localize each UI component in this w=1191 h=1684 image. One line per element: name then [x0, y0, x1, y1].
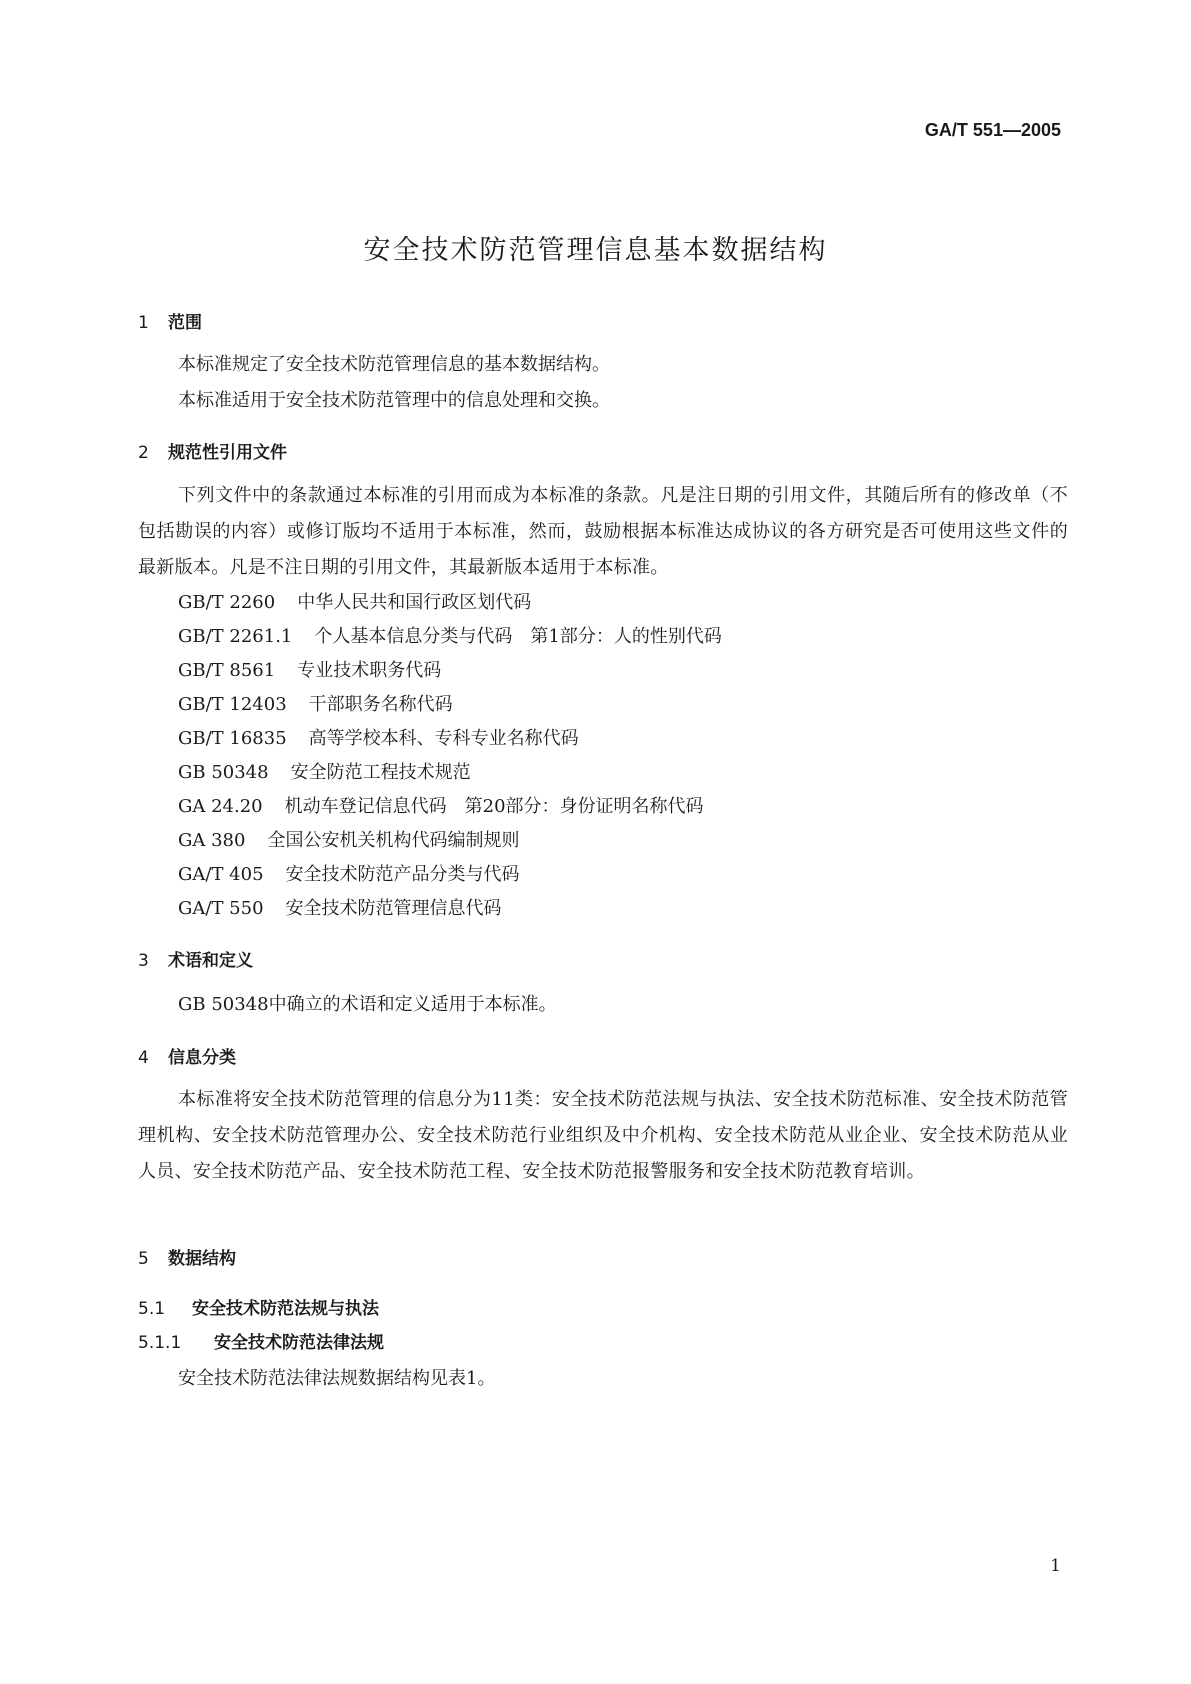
reference-code: GB/T 2261.1	[178, 626, 293, 647]
section-title: 安全技术防范法规与执法	[192, 1299, 379, 1319]
reference-name: 安全技术防范产品分类与代码	[285, 864, 520, 885]
section-number: 1	[138, 313, 149, 333]
reference-item	[178, 894, 502, 920]
section-title: 规范性引用文件	[168, 443, 287, 463]
reference-code: GB/T 12403	[178, 694, 287, 715]
section-number: 5.1	[138, 1299, 166, 1319]
section-number: 5.1.1	[138, 1333, 182, 1353]
reference-name: 安全技术防范管理信息代码	[285, 898, 502, 919]
section-2-heading	[138, 438, 287, 463]
reference-item	[178, 758, 471, 784]
section-title: 数据结构	[168, 1249, 236, 1269]
reference-code: GB/T 8561	[178, 660, 276, 681]
reference-name: 机动车登记信息代码 第20部分：身份证明名称代码	[284, 796, 704, 817]
page-number: 1	[1050, 1556, 1061, 1576]
reference-code: GB/T 16835	[178, 728, 287, 749]
reference-code: GA 380	[178, 830, 246, 851]
reference-name: 高等学校本科、专科专业名称代码	[308, 728, 579, 749]
paragraph: 安全技术防范法律法规数据结构见表1。	[178, 1368, 496, 1389]
reference-item	[178, 690, 453, 716]
section-5-heading	[138, 1244, 236, 1269]
subsection-heading	[138, 1328, 384, 1353]
reference-code: GB/T 2260	[178, 592, 276, 613]
section-title: 范围	[168, 313, 202, 333]
reference-item	[178, 792, 704, 818]
reference-name: 中华人民共和国行政区划代码	[297, 592, 532, 613]
paragraph: 本标准将安全技术防范管理的信息分为11类：安全技术防范法规与执法、安全技术防范标准、安全技术防范管理机构、安全技术防范管理办公、安全技术防范行业组织及中介机构、安全技术防范从业企业、安全技术防范从业人员、安全技术防范产品、安全技术防范工程、安全技术防范报警服务和安全技术防范教育培训。	[138, 1089, 1068, 1182]
standard-code: GA/T 551—2005	[924, 120, 1061, 140]
section-title: 术语和定义	[168, 951, 253, 971]
reference-item	[178, 588, 531, 614]
reference-name: 干部职务名称代码	[308, 694, 453, 715]
paragraph: GB 50348中确立的术语和定义适用于本标准。	[178, 994, 557, 1015]
paragraph: 本标准适用于安全技术防范管理中的信息处理和交换。	[178, 390, 610, 411]
section-number: 4	[138, 1048, 149, 1068]
reference-code: GA 24.20	[178, 796, 263, 817]
reference-code: GB 50348	[178, 762, 269, 783]
reference-name: 专业技术职务代码	[297, 660, 442, 681]
section-3-heading	[138, 946, 253, 971]
section-number: 5	[138, 1249, 149, 1269]
section-number: 3	[138, 951, 149, 971]
reference-item	[178, 724, 579, 750]
reference-item	[178, 860, 520, 886]
reference-item	[178, 826, 519, 852]
section-title: 信息分类	[168, 1048, 236, 1068]
section-title: 安全技术防范法律法规	[214, 1333, 384, 1353]
section-number: 2	[138, 443, 149, 463]
reference-code: GA/T 405	[178, 864, 264, 885]
section-1-heading	[138, 308, 202, 333]
section-4-heading	[138, 1043, 236, 1068]
reference-item	[178, 656, 441, 682]
reference-item	[178, 622, 722, 648]
reference-code: GA/T 550	[178, 898, 264, 919]
reference-name: 个人基本信息分类与代码 第1部分：人的性别代码	[314, 626, 722, 647]
reference-name: 全国公安机关机构代码编制规则	[267, 830, 520, 851]
subsection-heading	[138, 1294, 379, 1319]
reference-name: 安全防范工程技术规范	[290, 762, 471, 783]
paragraph: 本标准规定了安全技术防范管理信息的基本数据结构。	[178, 354, 610, 375]
references-intro: 下列文件中的条款通过本标准的引用而成为本标准的条款。凡是注日期的引用文件，其随后所有的修改单（不包括勘误的内容）或修订版均不适用于本标准，然而，鼓励根据本标准达成协议的各方研究是否可使用这些文件的最新版本。凡是不注日期的引用文件，其最新版本适用于本标准。	[138, 485, 1068, 578]
document-title: 安全技术防范管理信息基本数据结构	[363, 235, 828, 266]
